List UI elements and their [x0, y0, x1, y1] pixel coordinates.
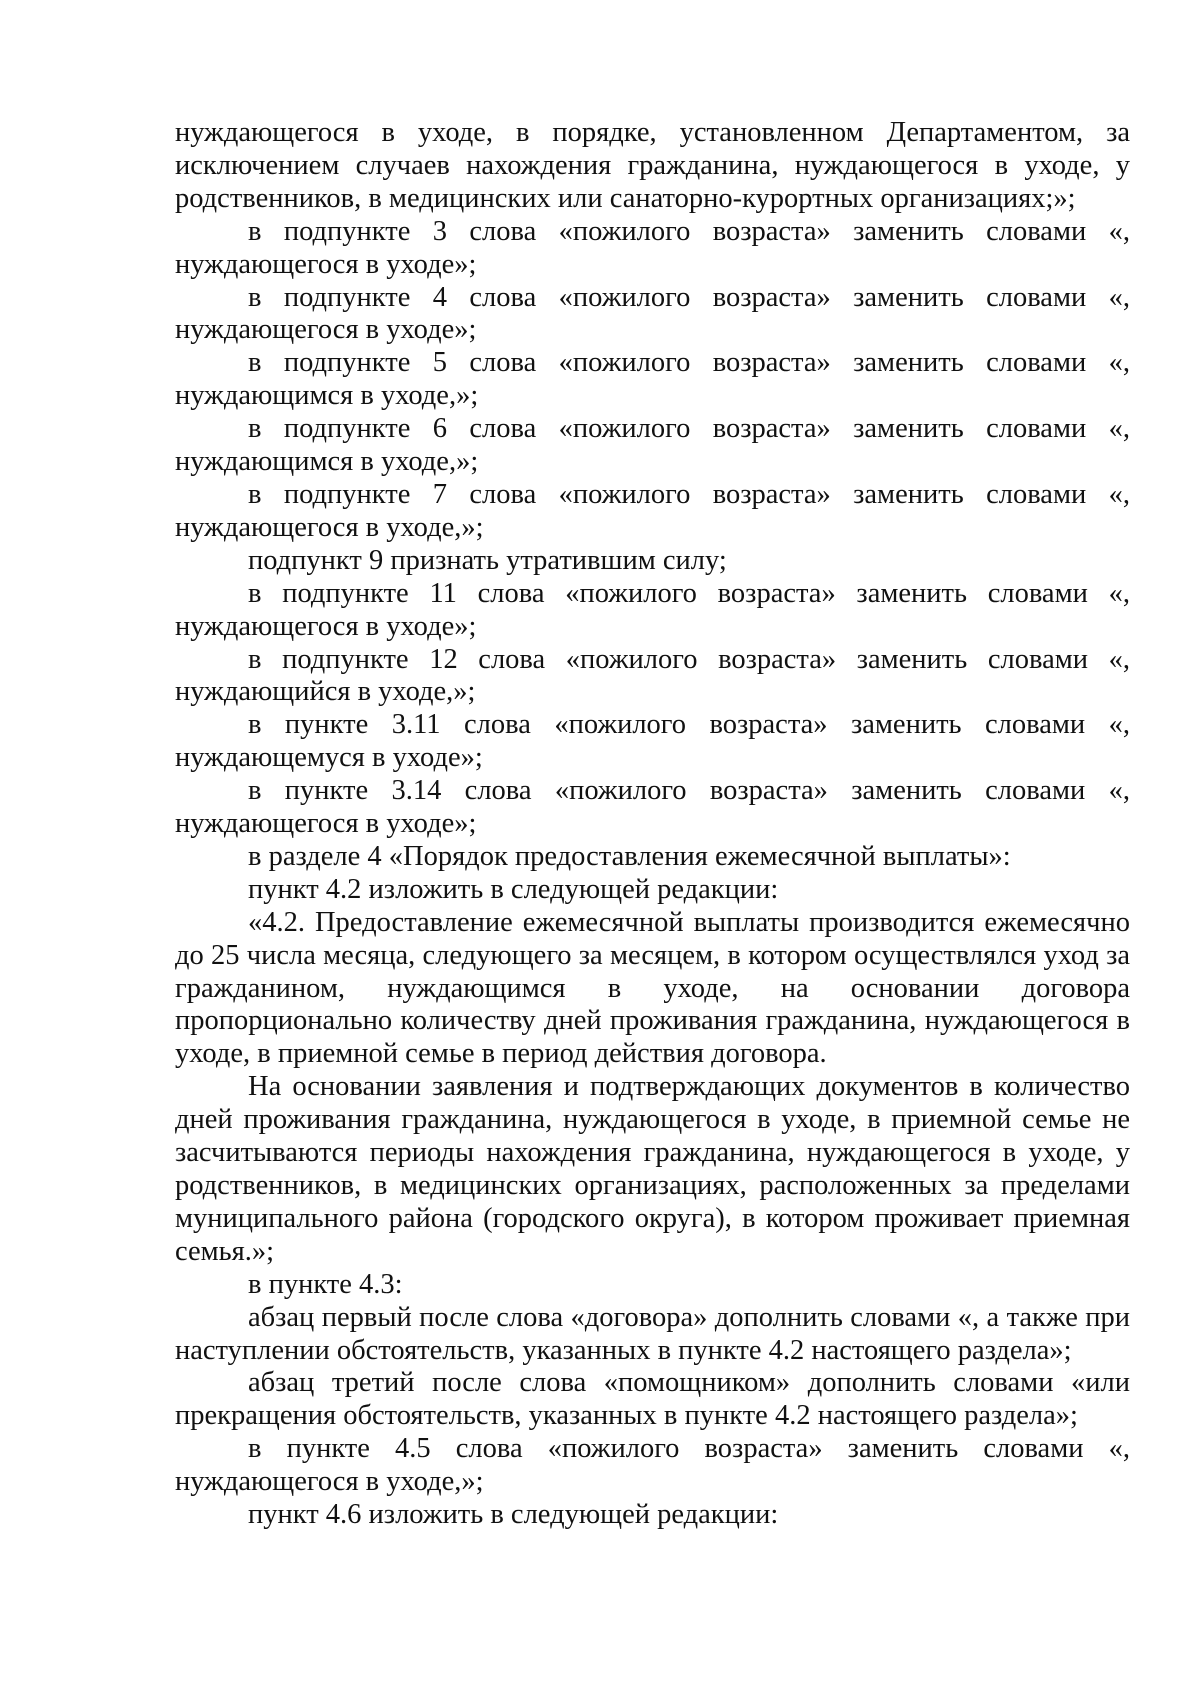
- paragraph-point-4-5: в пункте 4.5 слова «пожилого возраста» заменить словами «, нуждающегося в уходе,»;: [175, 1433, 1130, 1498]
- paragraph-point-4-3: в пункте 4.3:: [248, 1268, 403, 1300]
- paragraph-point-4-2-text: «4.2. Предоставление ежемесячной выплаты производится ежемесячно до 25 числа месяца, следующего за месяцем, в котором осуществлялся уход за гражданином, нуждающимся в уходе, на основании договора пропорционально количеству дней проживания гражданина, нуждающегося в уходе, в приемной семье в период действия договора.: [175, 906, 1130, 1070]
- paragraph-subpoint-6: в подпункте 6 слова «пожилого возраста» заменить словами «, нуждающимся в уходе,»;: [175, 413, 1130, 478]
- paragraph-point-3-14: в пункте 3.14 слова «пожилого возраста» заменить словами «, нуждающегося в уходе»;: [175, 775, 1130, 840]
- paragraph-first-abzac: абзац первый после слова «договора» дополнить словами «, а также при наступлении обстоятельств, указанных в пункте 4.2 настоящего раздела»;: [175, 1301, 1130, 1366]
- paragraph-subpoint-5: в подпункте 5 слова «пожилого возраста» заменить словами «, нуждающимся в уходе,»;: [175, 347, 1130, 412]
- paragraph-subpoint-12: в подпункте 12 слова «пожилого возраста» заменить словами «, нуждающийся в уходе,»;: [175, 643, 1130, 708]
- paragraph-subpoint-3: в подпункте 3 слова «пожилого возраста» заменить словами «, нуждающегося в уходе»;: [175, 215, 1130, 280]
- paragraph-third-abzac: абзац третий после слова «помощником» дополнить словами «или прекращения обстоятельств, указанных в пункте 4.2 настоящего раздела»;: [175, 1367, 1130, 1432]
- paragraph-point-4-2-intro: пункт 4.2 изложить в следующей редакции:: [248, 873, 779, 905]
- paragraph-subpoint-4: в подпункте 4 слова «пожилого возраста» заменить словами «, нуждающегося в уходе»;: [175, 281, 1130, 346]
- paragraph-point-4-2-basis: На основании заявления и подтверждающих документов в количество дней проживания гражданина, нуждающегося в уходе, в приемной семье не засчитываются периоды нахождения гражданина, нуждающегося в уходе, у родственников, в медицинских организациях, расположенных за пределами муниципального района (городского округа), в котором проживает приемная семья.»;: [175, 1071, 1130, 1267]
- document-body: [175, 117, 1130, 1532]
- paragraph-subpoint-11: в подпункте 11 слова «пожилого возраста» заменить словами «, нуждающегося в уходе»;: [175, 577, 1130, 642]
- paragraph-subpoint-9: подпункт 9 признать утратившим силу;: [248, 544, 727, 576]
- paragraph-subpoint-7: в подпункте 7 слова «пожилого возраста» заменить словами «, нуждающегося в уходе,»;: [175, 478, 1130, 543]
- paragraph-continuation: нуждающегося в уходе, в порядке, установленном Департаментом, за исключением случаев нахождения гражданина, нуждающегося в уходе, у родственников, в медицинских или санаторно-курортных организациях;»;: [175, 117, 1130, 214]
- paragraph-point-3-11: в пункте 3.11 слова «пожилого возраста» заменить словами «, нуждающемуся в уходе»;: [175, 709, 1130, 774]
- paragraph-point-4-6: пункт 4.6 изложить в следующей редакции:: [248, 1499, 779, 1531]
- paragraph-section-4: в разделе 4 «Порядок предоставления ежемесячной выплаты»:: [248, 840, 1011, 872]
